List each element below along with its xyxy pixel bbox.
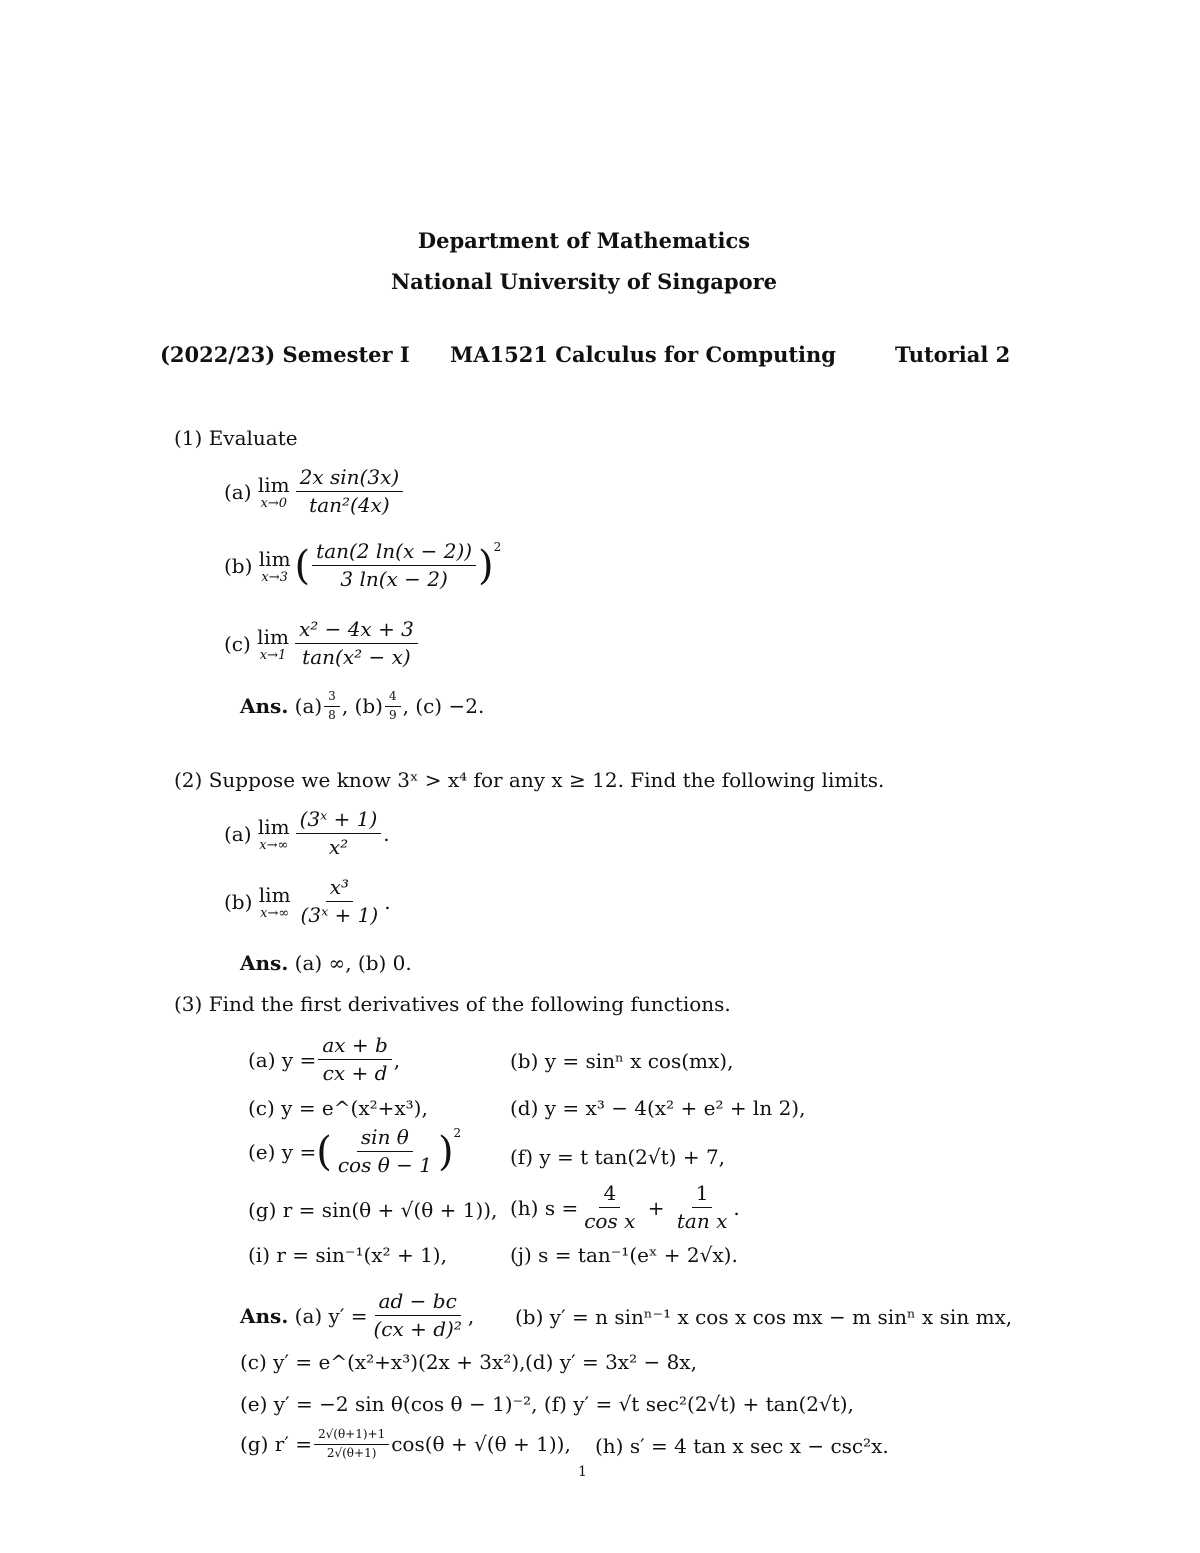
- q3h-fraction-2: [673, 1182, 731, 1233]
- q3a-lhs: (a) y =: [248, 1047, 317, 1072]
- q3-ans-e-f: (e) y′ = −2 sin θ(cos θ − 1)⁻², (f) y′ = √t sec²(2√t) + tan(2√t),: [240, 1392, 854, 1416]
- q3h-lhs: (h) s =: [510, 1195, 579, 1220]
- q1-ans-a: (a): [294, 694, 323, 719]
- q1b-label: (b): [224, 553, 253, 578]
- q3-g: (g) r = sin(θ + √(θ + 1)),: [248, 1198, 498, 1222]
- q2a-label: (a): [224, 821, 252, 846]
- q3-ans-c: (c) y′ = e^(x²+x³)(2x + 3x²),: [240, 1350, 526, 1374]
- q3-b: (b) y = sinⁿ x cos(mx),: [510, 1049, 734, 1073]
- q1a-label: (a): [224, 479, 252, 504]
- q3-ans-g-den: 2√(θ+1): [326, 1445, 377, 1460]
- q3-h: [510, 1182, 740, 1233]
- q1-ans-frac-b: [385, 690, 401, 723]
- q3e-num: sin θ: [357, 1126, 413, 1152]
- q1-part-a: [224, 466, 405, 517]
- q1a-limit: lim x→0: [257, 473, 290, 511]
- left-paren: (: [316, 1128, 332, 1175]
- q3-ans-g-num: 2√(θ+1)+1: [314, 1428, 389, 1445]
- q1a-num: 2x sin(3x): [296, 466, 404, 492]
- q3-answer-a-b: [240, 1290, 474, 1341]
- q3-e: [248, 1126, 461, 1177]
- q1-title: Evaluate: [208, 426, 298, 450]
- q3a-comma: ,: [393, 1047, 401, 1072]
- q2-title: Suppose we know 3ˣ > x⁴ for any x ≥ 12. Find the following limits.: [208, 768, 885, 792]
- q3-i: (i) r = sin⁻¹(x² + 1),: [248, 1243, 447, 1267]
- q1c-limit: lim x→1: [257, 625, 289, 663]
- q2a-den: x²: [328, 835, 349, 859]
- q1a-den: tan²(4x): [309, 493, 390, 517]
- q2a-fraction: [296, 808, 382, 859]
- q1-ans-label: Ans.: [240, 694, 289, 719]
- tutorial-label: Tutorial 2: [895, 342, 1011, 367]
- left-paren: (: [294, 542, 311, 589]
- q2-part-a: [224, 808, 390, 859]
- dept-title: Department of Mathematics: [417, 228, 751, 253]
- q1b-limit-sub: x→3: [261, 570, 288, 585]
- q3-ans-a-fraction: [369, 1290, 465, 1341]
- q1-ans-frac-a: [324, 690, 340, 723]
- q2b-fraction: [297, 876, 383, 927]
- q2-part-b: [224, 876, 391, 927]
- q3h-plus: +: [641, 1195, 671, 1220]
- q1b-limit: lim x→3: [258, 547, 291, 585]
- q2-number: (2): [174, 768, 203, 792]
- q3h-num-1: 4: [599, 1182, 620, 1208]
- q3-a: [248, 1034, 400, 1085]
- q3-ans-g-lhs: (g) r′ =: [240, 1432, 312, 1457]
- q3-ans-g: [240, 1428, 571, 1461]
- q2-ans-text: (a) ∞, (b) 0.: [294, 951, 412, 975]
- q3a-den: cx + d: [322, 1061, 388, 1085]
- q3-number: (3): [174, 992, 203, 1016]
- q3h-period: .: [733, 1195, 740, 1220]
- q3-ans-a-comma: ,: [467, 1303, 475, 1328]
- q1b-den: 3 ln(x − 2): [340, 567, 448, 591]
- q3-d: (d) y = x³ − 4(x² + e² + ln 2),: [510, 1096, 806, 1120]
- q3-ans-a-lhs: (a) y′ =: [294, 1303, 368, 1328]
- q2b-label: (b): [224, 889, 253, 914]
- q1-heading: [174, 426, 298, 450]
- q1b-power: 2: [493, 540, 502, 554]
- q3e-fraction: [334, 1126, 436, 1177]
- q1b-fraction: [312, 540, 476, 591]
- q3-title: Find the first derivatives of the following functions.: [208, 992, 731, 1016]
- q3-f: (f) y = t tan(2√t) + 7,: [510, 1145, 726, 1169]
- q2a-limit: lim x→∞: [257, 815, 290, 853]
- q1c-label: (c): [224, 631, 251, 656]
- q3h-den-1: cos x: [584, 1209, 636, 1233]
- q1b-num: tan(2 ln(x − 2)): [312, 540, 476, 566]
- page-number: 1: [578, 1464, 587, 1480]
- q1-answer: [240, 690, 484, 723]
- q2b-limit: lim x→∞: [258, 883, 291, 921]
- q3-c: (c) y = e^(x²+x³),: [248, 1096, 428, 1120]
- q2b-period: .: [384, 889, 391, 914]
- q1c-den: tan(x² − x): [302, 645, 411, 669]
- q3-ans-a-den: (cx + d)²: [373, 1317, 462, 1341]
- q1-number: (1): [174, 426, 203, 450]
- q1c-num: x² − 4x + 3: [295, 618, 418, 644]
- q3-ans-b: (b) y′ = n sinⁿ⁻¹ x cos x cos mx − m sinⁿ x sin mx,: [515, 1305, 1013, 1329]
- univ-title: National University of Singapore: [390, 269, 778, 294]
- q1a-limit-sub: x→0: [260, 496, 288, 511]
- q2a-limit-sub: x→∞: [259, 838, 289, 853]
- q3-j: (j) s = tan⁻¹(eˣ + 2√x).: [510, 1243, 738, 1267]
- q1-ans-c: , (c) −2.: [402, 694, 485, 719]
- q3h-num-2: 1: [692, 1182, 713, 1208]
- q2-ans-label: Ans.: [240, 951, 289, 975]
- q3-ans-label: Ans.: [240, 1303, 289, 1328]
- q1-ans-frac-a-num: 3: [324, 690, 340, 707]
- q1-ans-frac-b-num: 4: [385, 690, 401, 707]
- q3a-fraction: [318, 1034, 391, 1085]
- q2b-num: x³: [326, 876, 353, 902]
- q2b-den: (3ˣ + 1): [300, 903, 379, 927]
- q1-part-c: [224, 618, 420, 669]
- q2a-period: .: [383, 821, 390, 846]
- course-title: MA1521 Calculus for Computing: [450, 342, 836, 367]
- right-paren: ): [478, 542, 494, 589]
- q1c-fraction: [295, 618, 418, 669]
- q1-ans-frac-b-den: 9: [388, 707, 397, 722]
- right-paren: ): [437, 1128, 454, 1175]
- q3-ans-h: (h) s′ = 4 tan x sec x − csc²x.: [595, 1434, 889, 1458]
- q1a-fraction: [296, 466, 404, 517]
- q1-part-b: [224, 540, 501, 591]
- q2a-num: (3ˣ + 1): [296, 808, 382, 834]
- q1-ans-frac-a-den: 8: [328, 707, 336, 722]
- q1-ans-b: , (b): [341, 694, 383, 719]
- q3-ans-g-fraction: [314, 1428, 389, 1461]
- q3e-power: 2: [453, 1126, 462, 1140]
- q3h-fraction-1: [580, 1182, 639, 1233]
- q3e-den: cos θ − 1: [337, 1153, 432, 1177]
- q3h-den-2: tan x: [676, 1209, 728, 1233]
- q3-ans-g-rest: cos(θ + √(θ + 1)),: [391, 1432, 571, 1457]
- q2-heading: [174, 768, 884, 792]
- q1c-limit-sub: x→1: [259, 648, 287, 663]
- q2-answer: [240, 951, 412, 975]
- q3e-lhs: (e) y =: [248, 1139, 317, 1164]
- q3-ans-d: (d) y′ = 3x² − 8x,: [525, 1350, 697, 1374]
- q2b-limit-sub: x→∞: [260, 906, 290, 921]
- q3a-num: ax + b: [318, 1034, 391, 1060]
- q3-heading: [174, 992, 731, 1016]
- q3-ans-a-num: ad − bc: [375, 1290, 461, 1316]
- semester-label: (2022/23) Semester I: [160, 342, 410, 367]
